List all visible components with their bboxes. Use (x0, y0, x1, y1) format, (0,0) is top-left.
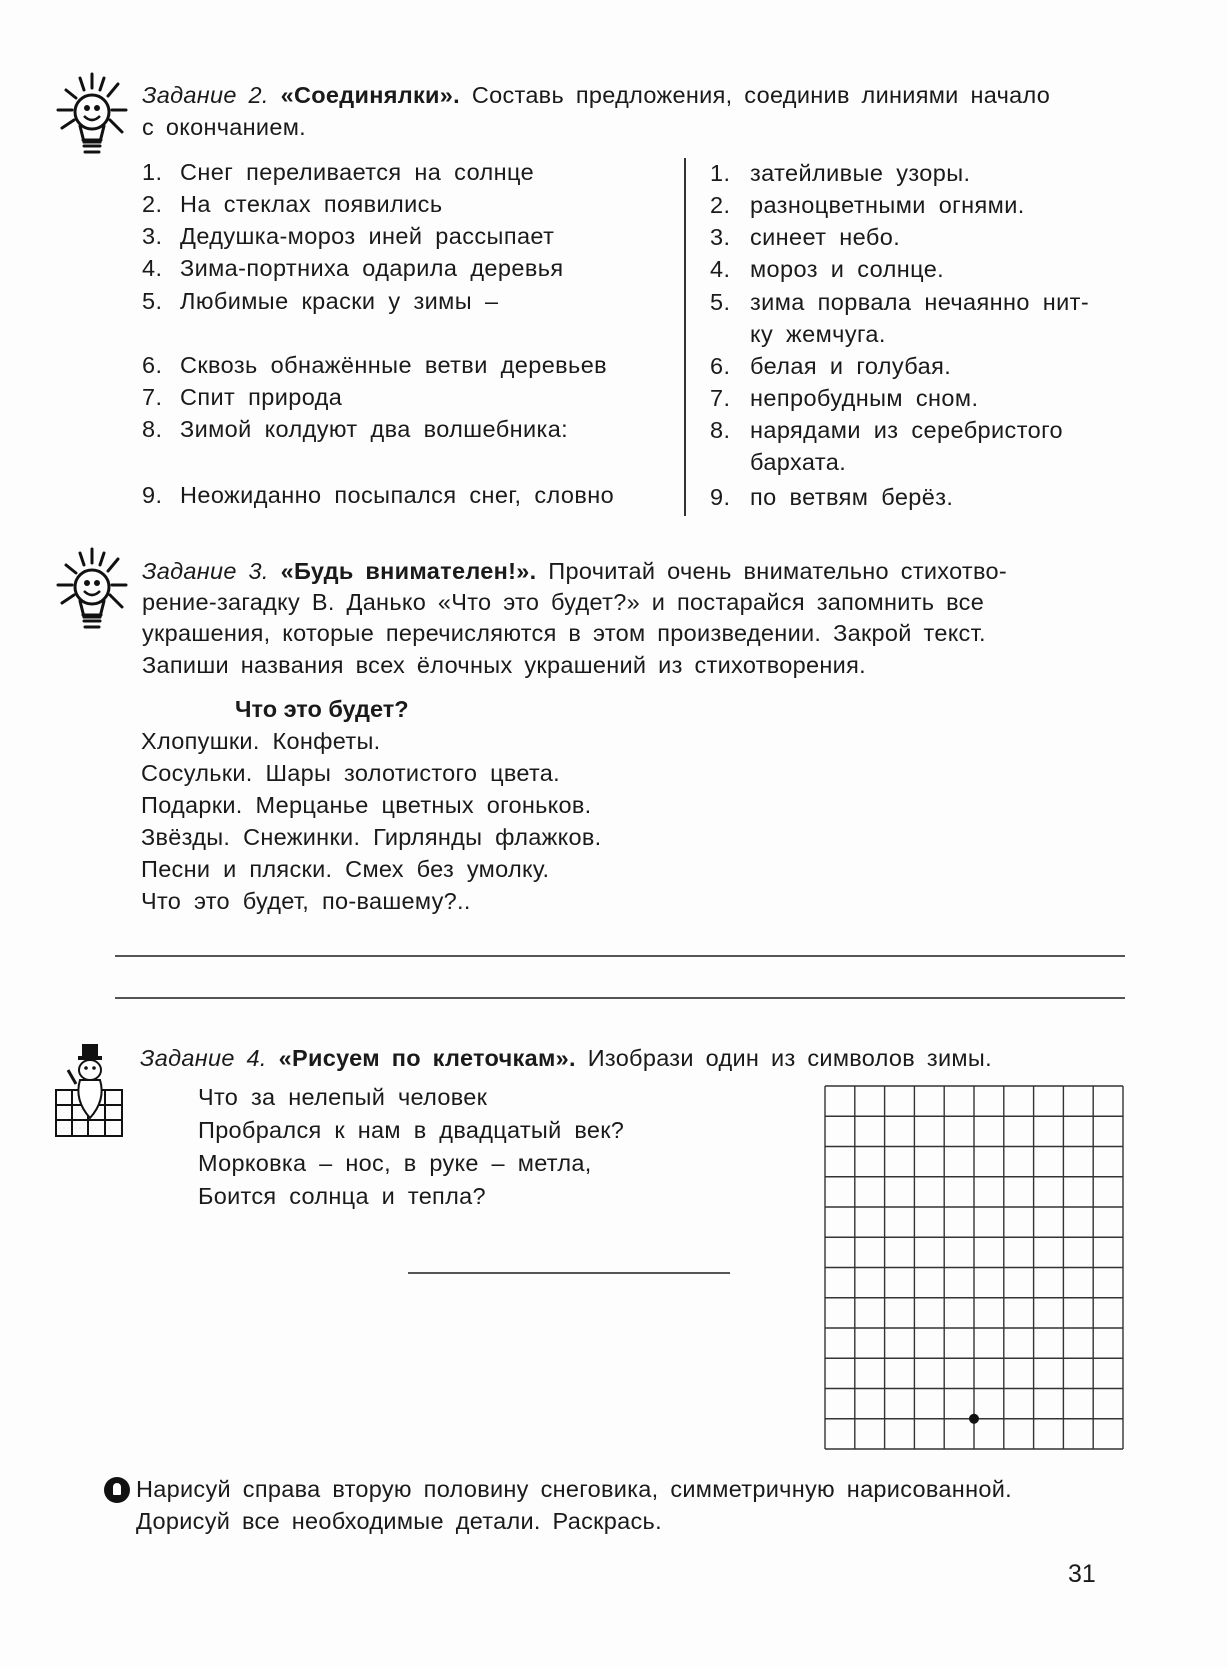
task4-instruction: Изобрази один из символов зимы. (587, 1045, 992, 1071)
riddle-line: Что за нелепый человек (198, 1084, 488, 1110)
left-item[interactable]: 7. Спит природа (142, 384, 343, 410)
left-item[interactable]: 8. Зимой колдуют два волшебника: (142, 416, 569, 442)
poem-line: Звёзды. Снежинки. Гирлянды флажков. (141, 824, 602, 850)
task3-name: «Будь внимателен!». (280, 558, 537, 584)
task3-instruction: Прочитай очень внимательно стихотво- (548, 558, 1007, 584)
snowman-on-grid-icon (54, 1040, 126, 1140)
riddle-answer-line[interactable] (408, 1272, 730, 1274)
task4-title: Задание 4. (140, 1045, 267, 1071)
answer-line[interactable] (115, 997, 1125, 999)
right-item[interactable]: 5. зима порвала нечаянно нит- (710, 289, 1090, 315)
left-item[interactable]: 9. Неожиданно посыпался снег, словно (142, 482, 615, 508)
right-item-cont: бархата. (750, 449, 847, 475)
column-divider (684, 158, 686, 516)
page-number: 31 (1068, 1560, 1096, 1588)
left-item[interactable]: 3. Дедушка-мороз иней рассыпает (142, 223, 555, 249)
note-bulb-icon (104, 1477, 130, 1503)
left-item[interactable]: 2. На стеклах появились (142, 191, 443, 217)
task4-header (140, 1045, 992, 1072)
task3-instruction-2: рение-загадку В. Данько «Что это будет?» и постарайся запомнить все (142, 589, 985, 615)
task2-instruction: Составь предложения, соединив линиями начало (471, 82, 1051, 108)
right-item[interactable]: 4. мороз и солнце. (710, 256, 945, 282)
task2-title: Задание 2. (142, 82, 269, 108)
left-item[interactable]: 5. Любимые краски у зимы – (142, 288, 499, 314)
right-item[interactable]: 3. синеет небо. (710, 224, 901, 250)
note-line: Нарисуй справа вторую половину снеговика, симметричную нарисованной. (136, 1476, 1012, 1502)
right-item[interactable]: 8. нарядами из серебристого (710, 417, 1063, 443)
right-item[interactable]: 6. белая и голубая. (710, 353, 952, 379)
right-item-cont: ку жемчуга. (750, 321, 886, 347)
task3-title: Задание 3. (142, 558, 269, 584)
task2-instruction-cont: с окончанием. (142, 114, 307, 140)
poem-title: Что это будет? (235, 696, 409, 722)
poem-line: Сосульки. Шары золотистого цвета. (141, 760, 560, 786)
right-item[interactable]: 7. непробудным сном. (710, 385, 979, 411)
task3-instruction-4: Запиши названия всех ёлочных украшений из стихотворения. (142, 652, 866, 678)
answer-line[interactable] (115, 955, 1125, 957)
left-item[interactable]: 4. Зима-портниха одарила деревья (142, 255, 564, 281)
riddle-line: Морковка – нос, в руке – метла, (198, 1150, 592, 1176)
right-item[interactable]: 9. по ветвям берёз. (710, 484, 954, 510)
poem-line: Песни и пляски. Смех без умолку. (141, 856, 550, 882)
poem-line: Что это будет, по-вашему?.. (141, 888, 471, 914)
right-item[interactable]: 1. затейливые узоры. (710, 160, 971, 186)
task2-name: «Соединялки». (280, 82, 460, 108)
lightbulb-icon (52, 70, 132, 170)
note-line: Дорисуй все необходимые детали. Раскрась. (136, 1508, 662, 1534)
left-item[interactable]: 1. Снег переливается на солнце (142, 159, 535, 185)
grid-marked-point (969, 1414, 979, 1424)
drawing-grid[interactable] (824, 1085, 1124, 1450)
task2-header (142, 82, 1050, 109)
left-item[interactable]: 6. Сквозь обнажённые ветви деревьев (142, 352, 608, 378)
poem-line: Подарки. Мерцанье цветных огоньков. (141, 792, 592, 818)
riddle-line: Боится солнца и тепла? (198, 1183, 486, 1209)
right-item[interactable]: 2. разноцветными огнями. (710, 192, 1025, 218)
task4-name: «Рисуем по клеточкам». (278, 1045, 576, 1071)
task3-instruction-3: украшения, которые перечисляются в этом произведении. Закрой текст. (142, 620, 986, 646)
riddle-line: Пробрался к нам в двадцатый век? (198, 1117, 625, 1143)
lightbulb-icon (52, 545, 132, 645)
task3-header (142, 558, 1007, 585)
poem-line: Хлопушки. Конфеты. (141, 728, 381, 754)
